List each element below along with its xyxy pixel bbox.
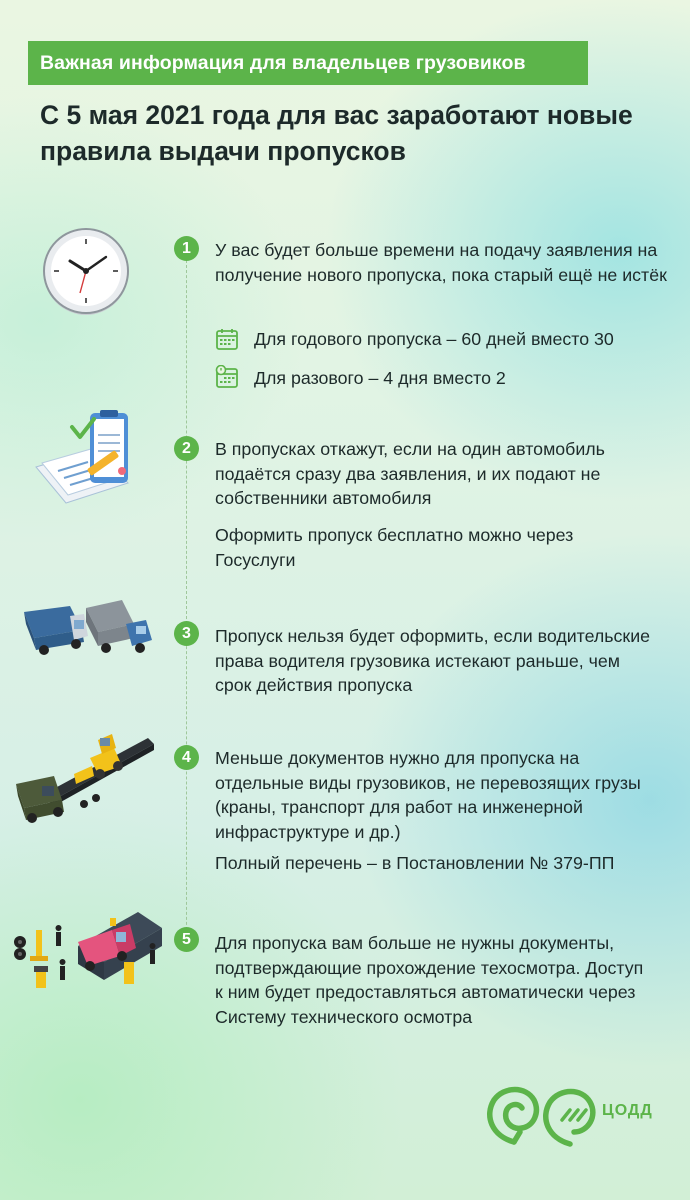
step-5-text: Для пропуска вам больше не нужны документы, подтверждающие прохождение техосмотра. Доступ к ним будет предоставляться автоматически через Систему технического осмотра bbox=[215, 933, 644, 1027]
codd-logo-text: ЦОДД bbox=[602, 1102, 653, 1119]
trucks-illustration bbox=[22, 598, 154, 664]
step-1-text: У вас будет больше времени на подачу заявления на получение нового пропуска, пока старый ещё не истёк bbox=[215, 240, 667, 285]
step-2-text: В пропусках откажут, если на один автомобиль подаётся сразу два заявления, и их подают не собственники автомобиля bbox=[215, 439, 605, 508]
step-1-subitem-single: Для разового – 4 дня вместо 2 bbox=[254, 368, 506, 388]
step-number-4: 4 bbox=[174, 745, 199, 770]
header-tag: Важная информация для владельцев грузовиков bbox=[28, 41, 588, 85]
step-4-text: Меньше документов нужно для пропуска на отдельные виды грузовиков, не перевозящих грузы (краны, транспорт для работ на инженерной инфраструктуре и др.) bbox=[215, 748, 641, 842]
clock-icon bbox=[40, 225, 132, 317]
timeline-line bbox=[186, 250, 187, 950]
service-station-illustration bbox=[8, 906, 170, 1002]
step-number-2: 2 bbox=[174, 436, 199, 461]
documents-illustration bbox=[28, 405, 138, 510]
calendar-icon bbox=[215, 327, 239, 351]
step-2-note: Оформить пропуск бесплатно можно через Госуслуги bbox=[215, 525, 574, 570]
page-title: С 5 мая 2021 года для вас заработают новые правила выдачи пропусков bbox=[40, 100, 633, 166]
loader-truck-illustration bbox=[14, 730, 156, 826]
step-1-subitem-annual: Для годового пропуска – 60 дней вместо 30 bbox=[254, 329, 614, 349]
calendar-clock-icon bbox=[215, 365, 239, 389]
step-number-3: 3 bbox=[174, 621, 199, 646]
step-3-text: Пропуск нельзя будет оформить, если водительские права водителя грузовика истекают раньше, чем срок действия пропуска bbox=[215, 626, 651, 695]
step-number-5: 5 bbox=[174, 927, 199, 952]
step-number-1: 1 bbox=[174, 236, 199, 261]
step-4-note: Полный перечень – в Постановлении № 379-ПП bbox=[215, 853, 615, 873]
